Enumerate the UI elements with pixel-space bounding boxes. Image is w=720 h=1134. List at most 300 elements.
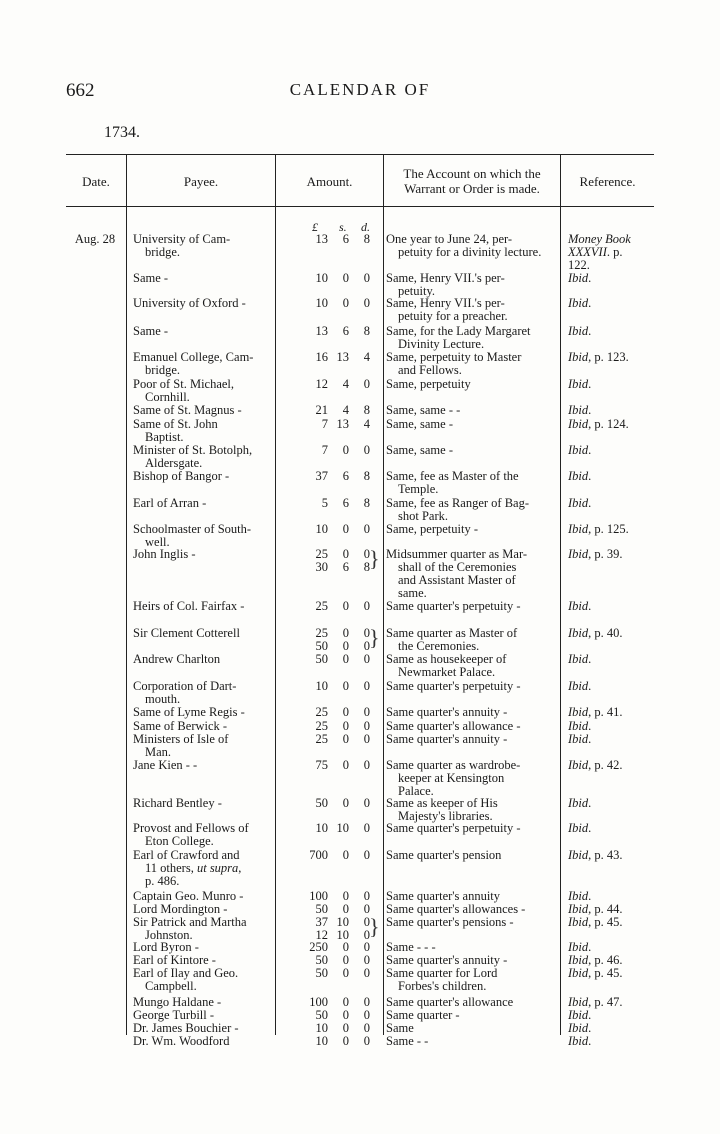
reference-italic: Ibid: [568, 1008, 589, 1022]
reference-line: Ibid.: [568, 679, 592, 693]
amount-pounds: 30: [315, 560, 328, 574]
payee-line: Ministers of Isle of: [133, 732, 229, 746]
amount-pounds: 7: [321, 443, 328, 457]
table-header-rule: [66, 206, 654, 207]
reference-line: Ibid.: [568, 1021, 592, 1035]
amount-pence: 0: [363, 889, 370, 903]
account-line: Same quarter's annuity -: [386, 705, 508, 719]
payee-line: Andrew Charlton: [133, 652, 221, 666]
row-account: [386, 600, 552, 613]
row-amount: [278, 653, 376, 666]
amount-pounds: 75: [315, 758, 328, 772]
reference-line: Ibid.: [568, 324, 592, 338]
reference-italic: Ibid: [568, 889, 589, 903]
row-amount: [278, 233, 376, 246]
amount-pounds: 12: [315, 377, 328, 391]
account-line: Same quarter as wardrobe-: [386, 758, 521, 772]
payee-line: University of Oxford -: [133, 296, 246, 310]
account-line: Same quarter's annuity -: [386, 953, 508, 967]
amount-line: [278, 1035, 376, 1048]
amount-line: [278, 497, 376, 510]
col-divider: [275, 155, 276, 1035]
account-line: Same quarter's pensions -: [386, 915, 514, 929]
account-line: petuity for a preacher.: [398, 309, 508, 323]
amount-pounds: 13: [315, 232, 328, 246]
amount-pounds: 50: [315, 953, 328, 967]
account-line: Same - -: [386, 1034, 429, 1048]
amount-brace: }: [369, 546, 380, 571]
reference-italic: Ibid: [568, 902, 589, 916]
amount-pounds: 13: [315, 324, 328, 338]
account-line: shot Park.: [398, 509, 448, 523]
reference-line: Ibid.: [568, 403, 592, 417]
row-date: Aug. 28: [74, 232, 116, 246]
amount-line: [278, 733, 376, 746]
row-reference: [568, 444, 658, 457]
amount-pence: 0: [363, 626, 370, 640]
row-payee: [133, 759, 267, 772]
payee-line: bridge.: [145, 245, 181, 259]
reference-italic: Ibid: [568, 705, 589, 719]
row-reference: [568, 378, 658, 391]
row-reference: [568, 822, 658, 835]
amount-pounds: 100: [309, 889, 328, 903]
payee-line: Same of St. Magnus -: [133, 403, 242, 417]
row-amount: [278, 351, 376, 364]
row-account: [386, 797, 552, 823]
reference-italic: Ibid: [568, 350, 589, 364]
account-line: Same quarter's pension: [386, 848, 502, 862]
amount-pence: 0: [363, 377, 370, 391]
payee-line: Johnston.: [145, 928, 193, 942]
row-reference: [568, 1035, 658, 1048]
amount-line: [278, 653, 376, 666]
payee-line: Lord Byron -: [133, 940, 199, 954]
payee-line: Mungo Haldane -: [133, 995, 222, 1009]
row-reference: [568, 706, 658, 719]
row-account: [386, 548, 552, 600]
row-amount: [278, 759, 376, 772]
amount-line: [278, 680, 376, 693]
payee-line: Schoolmaster of South-: [133, 522, 252, 536]
row-amount: [278, 1035, 376, 1048]
row-reference: [568, 325, 658, 338]
row-amount: [278, 272, 376, 285]
amount-shillings: 6: [342, 560, 349, 574]
amount-pence: 0: [363, 599, 370, 613]
amount-shillings: 0: [342, 547, 349, 561]
amount-pounds: 10: [315, 522, 328, 536]
amount-line: [278, 967, 376, 980]
row-account: [386, 470, 552, 496]
account-line: Same quarter's perpetuity -: [386, 679, 521, 693]
amount-shillings: 10: [336, 821, 349, 835]
row-payee: [133, 351, 267, 377]
row-reference: [568, 497, 658, 510]
account-line: Same, perpetuity: [386, 377, 471, 391]
amount-shillings: 0: [342, 705, 349, 719]
row-payee: [133, 916, 267, 942]
header-amount: Amount.: [306, 173, 353, 189]
amount-brace: }: [369, 625, 380, 650]
row-amount: [278, 797, 376, 810]
payee-line: Lord Mordington -: [133, 902, 228, 916]
amount-pounds: 25: [315, 732, 328, 746]
payee-line: Sir Patrick and Martha: [133, 915, 247, 929]
payee-line: p. 486.: [145, 874, 180, 888]
payee-line: Eton College.: [145, 834, 214, 848]
reference-line: Ibid, p. 42.: [568, 758, 623, 772]
running-head: CALENDAR OF: [289, 80, 431, 99]
amount-pounds: 50: [315, 652, 328, 666]
amount-shillings: 0: [342, 758, 349, 772]
reference-line: Ibid.: [568, 796, 592, 810]
row-amount: [278, 418, 376, 431]
amount-shillings: 0: [342, 522, 349, 536]
account-line: the Ceremonies.: [398, 639, 480, 653]
row-account: [386, 523, 552, 536]
reference-line: Ibid, p. 123.: [568, 350, 629, 364]
amount-pence: 8: [363, 324, 370, 338]
row-reference: [568, 653, 658, 666]
row-amount: [278, 444, 376, 457]
account-line: One year to June 24, per-: [386, 232, 513, 246]
row-account: [386, 822, 552, 835]
reference-italic: Ibid: [568, 966, 589, 980]
amount-pounds: 700: [309, 848, 328, 862]
account-line: Same quarter as Master of: [386, 626, 518, 640]
row-account: [386, 325, 552, 351]
row-account: [386, 849, 552, 862]
account-line: Same, same -: [386, 443, 453, 457]
account-line: Same, perpetuity -: [386, 522, 478, 536]
reference-line: Ibid, p. 45.: [568, 915, 623, 929]
payee-line: Baptist.: [145, 430, 184, 444]
amount-pence: 0: [363, 848, 370, 862]
table-top-rule: [66, 154, 654, 155]
account-line: Same quarter's perpetuity -: [386, 821, 521, 835]
row-reference: [568, 916, 658, 929]
payee-line: Captain Geo. Munro -: [133, 889, 244, 903]
reference-italic: Ibid: [568, 758, 589, 772]
amount-shillings: 0: [342, 639, 349, 653]
amount-shillings: 6: [342, 324, 349, 338]
reference-italic: Ibid: [568, 719, 589, 733]
row-amount: [278, 404, 376, 417]
col-divider: [560, 155, 561, 1035]
amount-pence: 0: [363, 679, 370, 693]
amount-pounds: 25: [315, 547, 328, 561]
row-amount: [278, 497, 376, 510]
row-payee: [133, 325, 267, 338]
unit-pounds: £: [312, 220, 318, 234]
account-line: Newmarket Palace.: [398, 665, 496, 679]
reference-italic: Ibid: [568, 796, 589, 810]
amount-pounds: 10: [315, 679, 328, 693]
row-account: [386, 418, 552, 431]
amount-shillings: 0: [342, 732, 349, 746]
account-line: Forbes's children.: [398, 979, 487, 993]
row-reference: [568, 272, 658, 285]
row-amount: [278, 627, 376, 653]
year-heading: 1734.: [104, 124, 140, 141]
payee-line: Poor of St. Michael,: [133, 377, 235, 391]
reference-italic: Ibid: [568, 940, 589, 954]
row-amount: [278, 849, 376, 862]
payee-line: Man.: [145, 745, 172, 759]
reference-italic: Ibid: [568, 652, 589, 666]
payee-line: Richard Bentley -: [133, 796, 222, 810]
row-account: [386, 680, 552, 693]
row-account: [386, 272, 552, 298]
payee-line: Same of St. John: [133, 417, 218, 431]
row-payee: [133, 967, 267, 993]
amount-pounds: 50: [315, 902, 328, 916]
account-line: petuity.: [398, 284, 436, 298]
amount-shillings: 0: [342, 995, 349, 1009]
amount-line: [278, 233, 376, 246]
col-divider: [383, 155, 384, 1035]
payee-line: Emanuel College, Cam-: [133, 350, 254, 364]
reference-line: Ibid.: [568, 296, 592, 310]
amount-pence: 0: [363, 705, 370, 719]
amount-shillings: 0: [342, 719, 349, 733]
row-payee: [133, 444, 267, 470]
row-account: [386, 351, 552, 377]
account-line: Same, fee as Master of the: [386, 469, 519, 483]
row-account: [386, 1035, 552, 1048]
amount-shillings: 13: [336, 350, 349, 364]
reference-line: Ibid.: [568, 271, 592, 285]
amount-shillings: 0: [342, 296, 349, 310]
account-line: Same quarter -: [386, 1008, 460, 1022]
amount-line: [278, 797, 376, 810]
unit-pence: d.: [361, 220, 370, 234]
row-payee: [133, 378, 267, 404]
amount-pounds: 25: [315, 719, 328, 733]
row-reference: [568, 548, 658, 561]
amount-pence: 0: [363, 953, 370, 967]
amount-shillings: 0: [342, 796, 349, 810]
row-payee: [133, 797, 267, 810]
reference-line: Ibid.: [568, 377, 592, 391]
reference-italic: Ibid: [568, 496, 589, 510]
reference-italic: Ibid: [568, 417, 589, 431]
amount-shillings: 0: [342, 679, 349, 693]
row-payee: [133, 272, 267, 285]
row-reference: [568, 233, 658, 272]
reference-italic: Ibid: [568, 547, 589, 561]
payee-line: Jane Kien - -: [133, 758, 198, 772]
amount-pounds: 21: [315, 403, 328, 417]
account-line: Temple.: [398, 482, 439, 496]
amount-pence: 0: [363, 1008, 370, 1022]
reference-line: Ibid.: [568, 889, 592, 903]
account-line: Majesty's libraries.: [398, 809, 493, 823]
amount-pounds: 10: [315, 271, 328, 285]
amount-pounds: 10: [315, 1021, 328, 1035]
row-reference: [568, 351, 658, 364]
row-account: [386, 497, 552, 523]
row-account: [386, 627, 552, 653]
reference-italic: Ibid: [568, 403, 589, 417]
amount-pounds: 50: [315, 1008, 328, 1022]
amount-pence: 0: [363, 995, 370, 1009]
row-payee: [133, 822, 267, 848]
amount-pence: 0: [363, 758, 370, 772]
reference-line: Ibid, p. 46.: [568, 953, 623, 967]
amount-pence: 0: [363, 1034, 370, 1048]
reference-italic: Ibid: [568, 626, 589, 640]
amount-pence: 0: [363, 732, 370, 746]
amount-pence: 8: [363, 403, 370, 417]
row-payee: [133, 733, 267, 759]
row-amount: [278, 470, 376, 483]
reference-italic: Ibid: [568, 1034, 589, 1048]
row-amount: [278, 916, 376, 942]
account-line: keeper at Kensington: [398, 771, 505, 785]
row-payee: [133, 418, 267, 444]
reference-line: Ibid, p. 125.: [568, 522, 629, 536]
reference-line: Ibid.: [568, 821, 592, 835]
amount-pence: 8: [363, 496, 370, 510]
header-reference: Reference.: [579, 173, 636, 189]
row-payee: [133, 233, 267, 259]
reference-line: Ibid.: [568, 719, 592, 733]
payee-line: bridge.: [145, 363, 181, 377]
amount-shillings: 13: [336, 417, 349, 431]
account-line: Same, Henry VII.'s per-: [386, 271, 505, 285]
reference-italic: Money Book: [568, 232, 631, 246]
reference-line: Ibid.: [568, 1008, 592, 1022]
amount-shillings: 0: [342, 599, 349, 613]
amount-pounds: 5: [321, 496, 328, 510]
amount-pence: 0: [363, 902, 370, 916]
amount-pence: 0: [363, 296, 370, 310]
reference-line: Ibid.: [568, 469, 592, 483]
row-account: [386, 444, 552, 457]
header-date: Date.: [82, 173, 110, 189]
row-amount: [278, 733, 376, 746]
row-payee: [133, 497, 267, 510]
account-line: Same, perpetuity to Master: [386, 350, 522, 364]
account-line: Same quarter's annuity: [386, 889, 501, 903]
row-reference: [568, 733, 658, 746]
row-payee: [133, 680, 267, 706]
amount-pence: 0: [363, 796, 370, 810]
row-payee: [133, 706, 267, 719]
amount-pounds: 25: [315, 599, 328, 613]
payee-line: Minister of St. Botolph,: [133, 443, 253, 457]
account-line: Palace.: [398, 784, 434, 798]
payee-italic: ut supra: [196, 861, 239, 875]
row-amount: [278, 600, 376, 613]
account-line: Midsummer quarter as Mar-: [386, 547, 528, 561]
reference-italic: Ibid: [568, 443, 589, 457]
reference-italic: Ibid: [568, 679, 589, 693]
amount-line: [278, 444, 376, 457]
account-line: and Fellows.: [398, 363, 462, 377]
reference-italic: Ibid: [568, 915, 589, 929]
payee-line: Corporation of Dart-: [133, 679, 237, 693]
amount-shillings: 0: [342, 889, 349, 903]
reference-line: Ibid.: [568, 496, 592, 510]
payee-line: Aldersgate.: [145, 456, 203, 470]
amount-pounds: 50: [315, 639, 328, 653]
amount-pence: 0: [363, 443, 370, 457]
account-line: Same quarter's allowance: [386, 995, 514, 1009]
amount-pence: 8: [363, 560, 370, 574]
account-line: Same, fee as Ranger of Bag-: [386, 496, 529, 510]
amount-line: [278, 297, 376, 310]
account-line: Same - - -: [386, 940, 436, 954]
row-payee: [133, 470, 267, 483]
amount-pence: 0: [363, 821, 370, 835]
reference-line: Ibid, p. 41.: [568, 705, 623, 719]
amount-pounds: 50: [315, 796, 328, 810]
amount-pounds: 250: [309, 940, 328, 954]
amount-line: [278, 523, 376, 536]
amount-pence: 0: [363, 1021, 370, 1035]
account-line: Same as keeper of His: [386, 796, 498, 810]
amount-line: [278, 404, 376, 417]
unit-shillings: s.: [339, 220, 347, 234]
amount-pence: 4: [363, 417, 370, 431]
account-line: and Assistant Master of: [398, 573, 516, 587]
reference-line: Ibid.: [568, 1034, 592, 1048]
reference-italic: Ibid: [568, 821, 589, 835]
row-reference: [568, 470, 658, 483]
reference-line: XXXVII. p.: [568, 245, 623, 259]
row-account: [386, 653, 552, 679]
reference-italic: Ibid: [568, 296, 589, 310]
amount-shillings: 0: [342, 1021, 349, 1035]
account-line: same.: [398, 586, 427, 600]
row-payee: [133, 523, 267, 549]
account-line: Same, for the Lady Margaret: [386, 324, 531, 338]
amount-pence: 0: [363, 966, 370, 980]
amount-pounds: 12: [315, 928, 328, 942]
page-number: 662: [66, 80, 95, 101]
amount-line: [278, 470, 376, 483]
reference-line: Ibid.: [568, 732, 592, 746]
payee-line: well.: [145, 535, 170, 549]
payee-line: Cornhill.: [145, 390, 190, 404]
reference-line: Ibid, p. 45.: [568, 966, 623, 980]
amount-line: [278, 600, 376, 613]
row-payee: [133, 653, 267, 666]
reference-line: Ibid, p. 124.: [568, 417, 629, 431]
amount-shillings: 0: [342, 1034, 349, 1048]
account-line: Same as housekeeper of: [386, 652, 507, 666]
reference-line: Ibid.: [568, 599, 592, 613]
payee-line: Sir Clement Cotterell: [133, 626, 240, 640]
amount-shillings: 0: [342, 953, 349, 967]
amount-shillings: 10: [336, 928, 349, 942]
amount-pence: 0: [363, 547, 370, 561]
reference-line: Ibid, p. 40.: [568, 626, 623, 640]
reference-line: Ibid.: [568, 652, 592, 666]
amount-shillings: 0: [342, 271, 349, 285]
amount-pounds: 37: [315, 915, 328, 929]
amount-pence: 8: [363, 469, 370, 483]
row-reference: [568, 967, 658, 980]
account-line: Same quarter for Lord: [386, 966, 498, 980]
account-line: Divinity Lecture.: [398, 337, 485, 351]
reference-italic: Ibid: [568, 599, 589, 613]
account-line: Same, Henry VII.'s per-: [386, 296, 505, 310]
row-reference: [568, 797, 658, 810]
